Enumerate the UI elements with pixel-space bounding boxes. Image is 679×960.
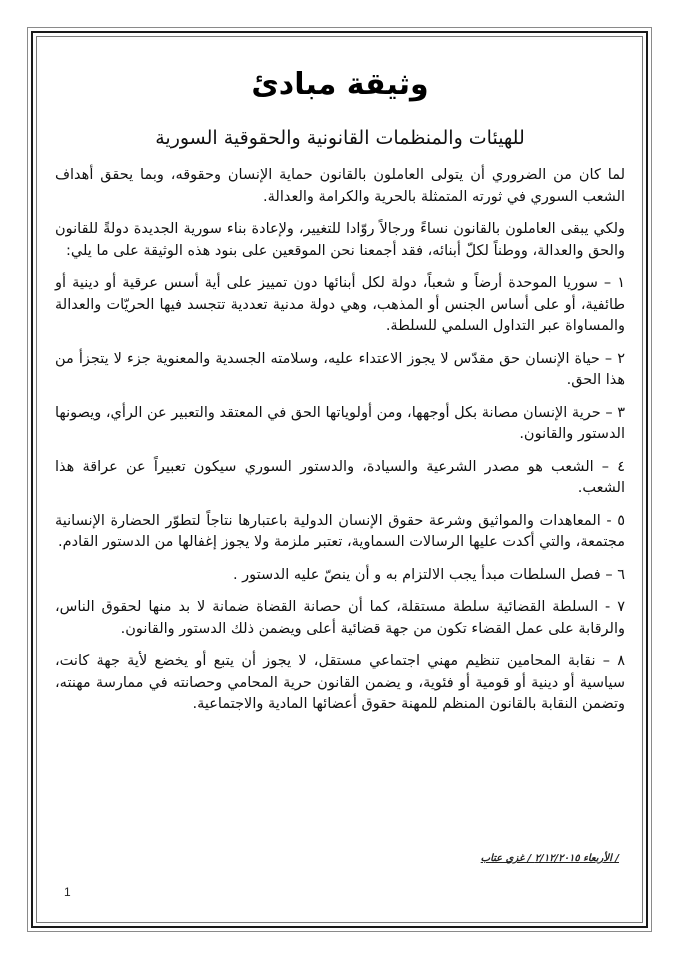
principle-6: ٦ – فصل السلطات مبدأ يجب الالتزام به و أن ينصّ عليه الدستور . [232, 566, 625, 583]
principle-8: ٨ – نقابة المحامين تنظيم مهني اجتماعي مستقل، لا يجوز أن يتبع أو يخضع لأية جهة كانت، سياسية أو دينية أو قومية أو فئوية، و يضمن القانون حرية المحامي وحصانته في ممارسة مهنته، وتضمن النقابة بالقانون المنظم للمهنة حقوق أعضائها المادية والاجتماعية. [55, 653, 625, 712]
principle-7: ٧ - السلطة القضائية سلطة مستقلة، كما أن حصانة القضاة ضمانة لا بد منها لحقوق الناس، والرقابة على عمل القضاء تكون من جهة قضائية أعلى ويضمن ذلك الدستور والقانون. [55, 599, 625, 637]
principle-1: ١ – سوريا الموحدة أرضاً و شعباً، دولة لكل أبنائها دون تمييز على أية أسس عرقية أو دينية أو طائفية، أو على أساس الجنس أو المذهب، وهي دولة مدنية تعددية تتجسد فيها الحريّات والعدالة والمساواة عبر التداول السلمي للسلطة. [55, 275, 625, 334]
intro-paragraph: ولكي يبقى العاملون بالقانون نساءً ورجالاً روّادا للتغيير، ولإعادة بناء سورية الجديدة دولةً للقانون والحق والعدالة، ووطناً لكلّ أبنائه، فقد أجمعنا نحن الموقعين على بنود هذه الوثيقة على ما يلي: [55, 221, 625, 259]
document-page [55, 60, 625, 727]
document-subtitle: للهيئات والمنظمات القانونية والحقوقية السورية [155, 127, 525, 149]
principle-4: ٤ – الشعب هو مصدر الشرعية والسيادة، والدستور السوري سيكون تعبيراً عن عراقة هذا الشعب. [55, 458, 625, 496]
page-number: 1 [64, 885, 71, 899]
document-title: وثيقة مبادئ [251, 67, 429, 102]
signature-date-line: / الأربعاء ٢/١٢/٢٠١٥ / غزي عتاب [480, 853, 619, 864]
principle-3: ٣ – حرية الإنسان مصانة بكل أوجهها، ومن أولوياتها الحق في المعتقد والتعبير عن الرأي، ويصونها الدستور والقانون. [55, 404, 625, 442]
principle-5: ٥ - المعاهدات والمواثيق وشرعة حقوق الإنسان الدولية باعتبارها نتاجاً لتطوّر الحضارة الإنسانية مجتمعة، والتي أكدت عليها الرسالات السماوية، تعتبر ملزمة ولا يجوز إغفالها من الدستور القادم. [55, 512, 625, 550]
principle-2: ٢ – حياة الإنسان حق مقدّس لا يجوز الاعتداء عليه، وسلامته الجسدية والمعنوية جزء لا يتجزأ من هذا الحق. [55, 350, 625, 388]
intro-paragraph: لما كان من الضروري أن يتولى العاملون بالقانون حماية الإنسان وحقوقه، وبما يحقق أهداف الشعب السوري في ثورته المتمثلة بالحرية والكرامة والعدالة. [55, 167, 625, 205]
